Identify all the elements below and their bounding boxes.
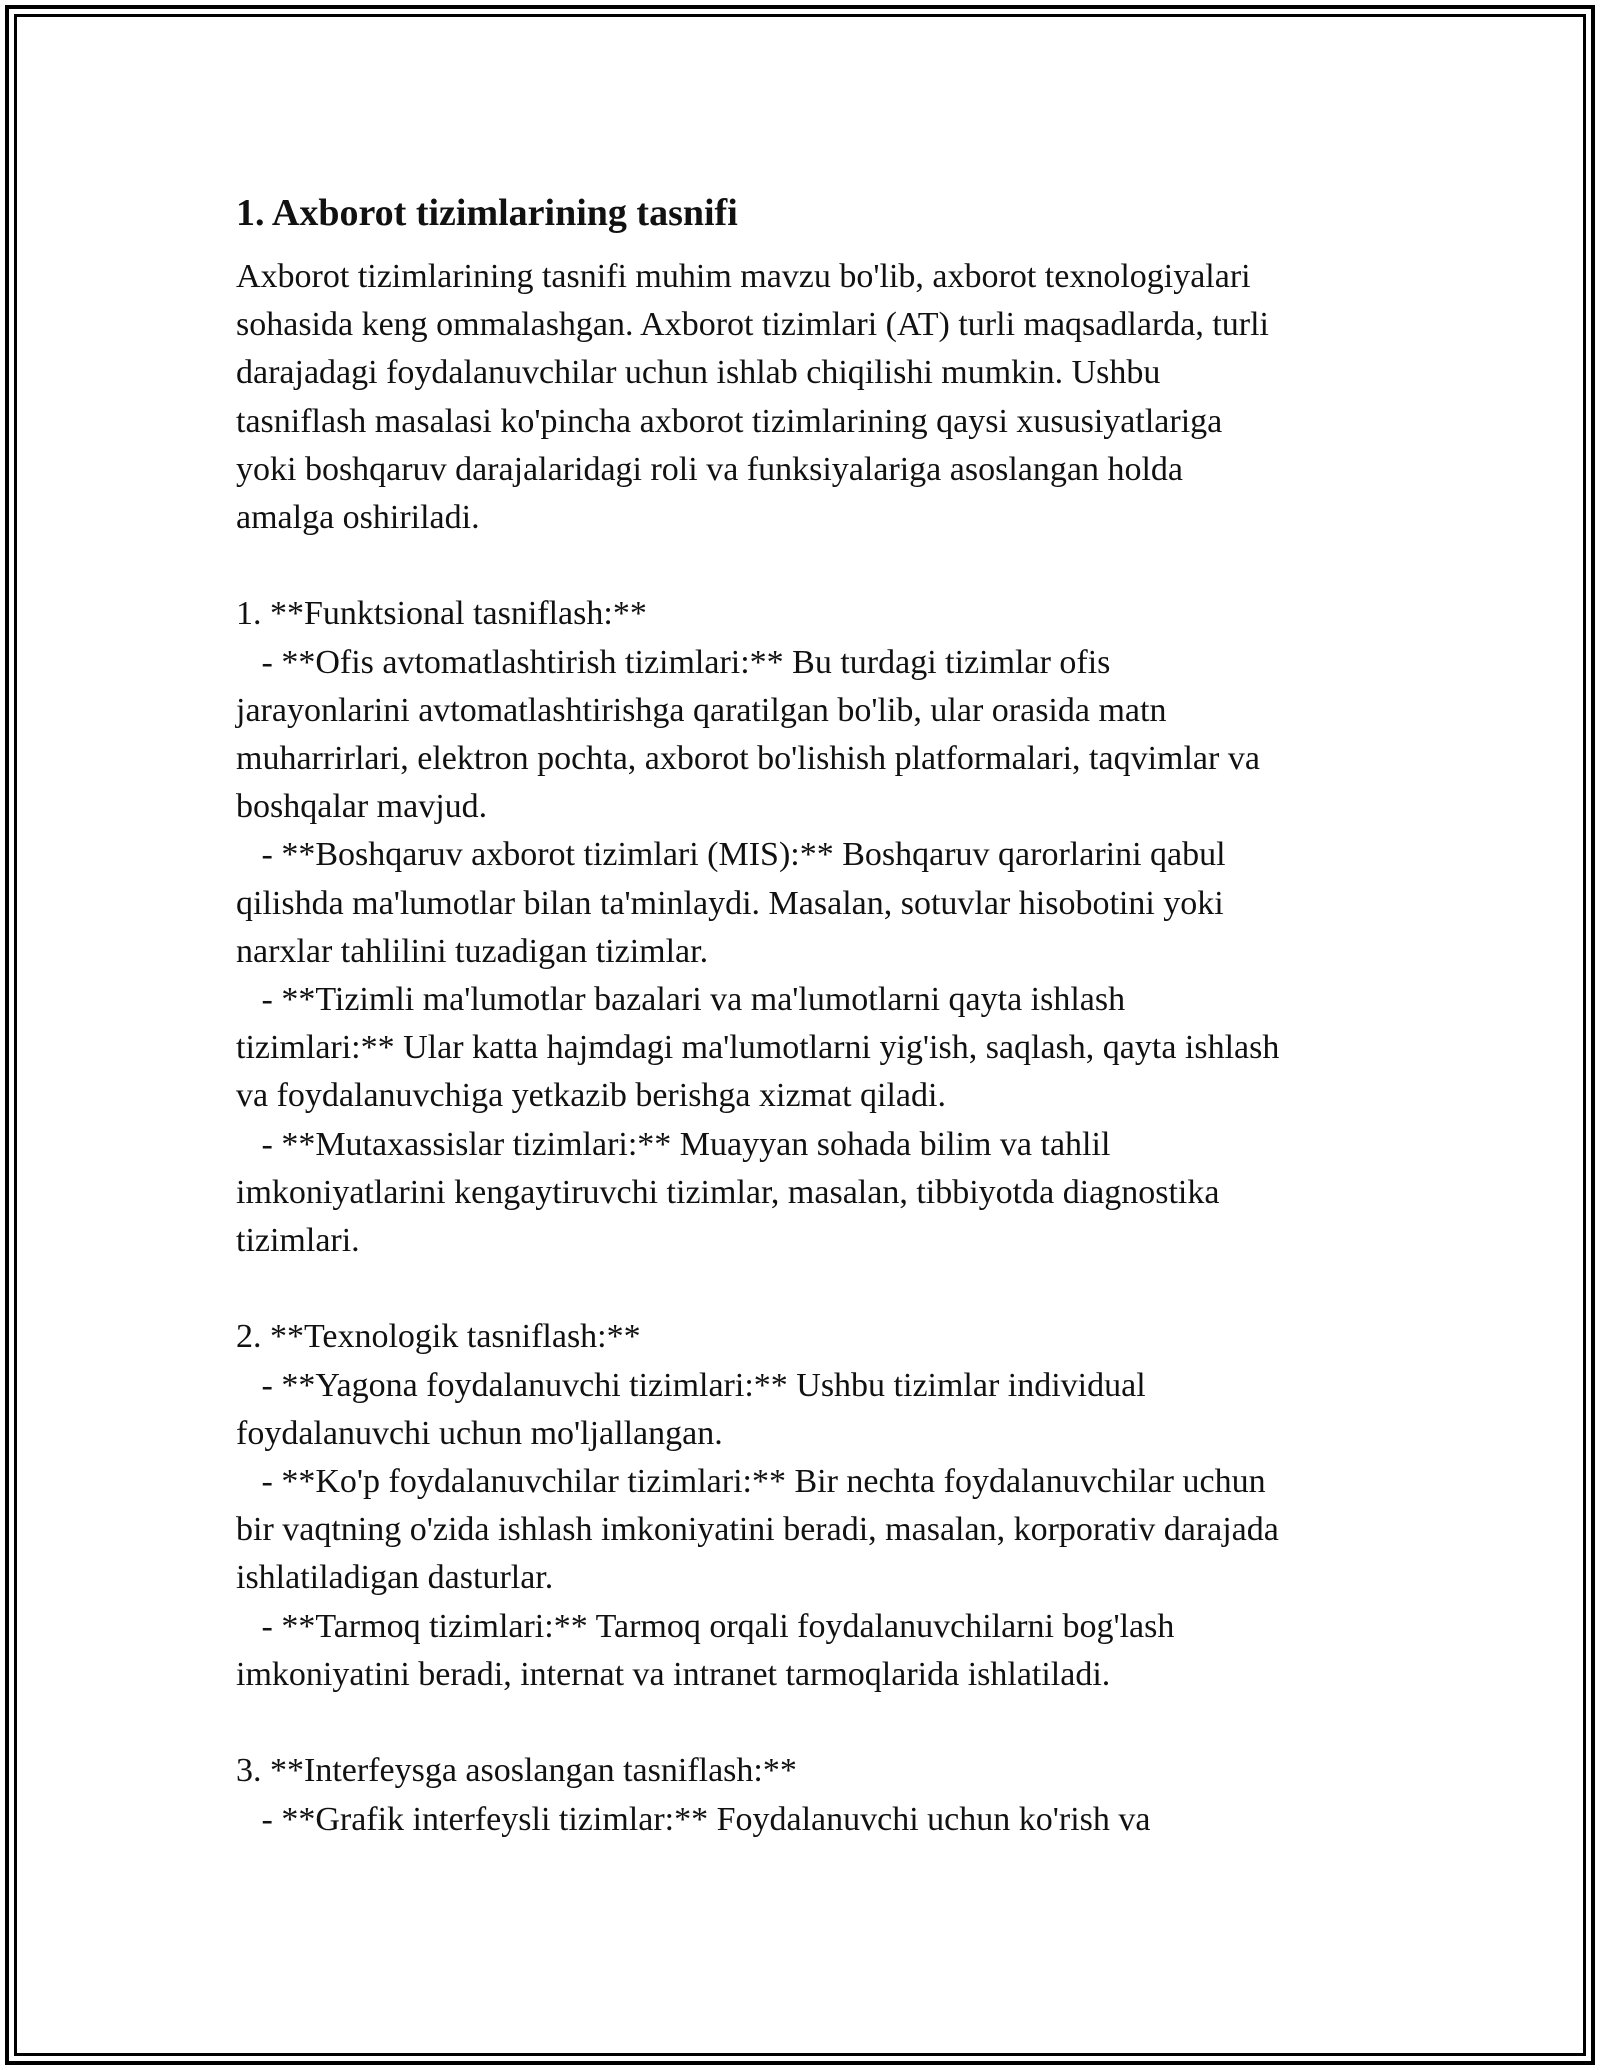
document-body: Axborot tizimlarining tasnifi muhim mavzu bo'lib, axborot texnologiyalari sohasida keng ommalashgan. Axborot tizimlari (AT) turli maqsadlarda, turli darajadagi foydalanuvchilar uchun ishlab chiqilishi mumkin. Ushbu tasniflash masalasi ko'pincha axborot tizimlarining qaysi xususiyatlariga yoki boshqaruv darajalaridagi roli va funksiyalariga asoslangan holda amalga oshiriladi. 1. **Funktsional tasniflash:** - **Ofis avtomatlashtirish tizimlari:** Bu turdagi tizimlar ofis jarayonlarini avtomatlashtirishga qaratilgan bo'lib, ular orasida matn muharrirlari, elektron pochta, axborot bo'lishish platformalari, taqvimlar va boshqalar mavjud. - **Boshqaruv axborot tizimlari (MIS):** Boshqaruv qarorlarini qabul qilishda ma'lumotlar bilan ta'minlaydi. Masalan, sotuvlar hisobotini yoki narxlar tahlilini tuzadigan tizimlar. - **Tizimli ma'lumotlar bazalari va ma'lumotlarni qayta ishlash tizimlari:** Ular katta hajmdagi ma'lumotlarni yig'ish, saqlash, qayta ishlash va foydalanuvchiga yetkazib berishga xizmat qiladi. - **Mutaxassislar tizimlari:** Muayyan sohada bilim va tahlil imkoniyatlarini kengaytiruvchi tizimlar, masalan, tibbiyotda diagnostika tizimlari. 2. **Texnologik tasniflash:** - **Yagona foydalanuvchi tizimlari:** Ushbu tizimlar individual foydalanuvchi uchun mo'ljallangan. - **Ko'p foydalanuvchilar tizimlari:** Bir nechta foydalanuvchilar uchun bir vaqtning o'zida ishlash imkoniyatini beradi, masalan, korporativ darajada ishlatiladigan dasturlar. - **Tarmoq tizimlari:** Tarmoq orqali foydalanuvchilarni bog'lash imkoniyatini beradi, internat va intranet tarmoqlarida ishlatiladi. 3. **Interfeysga asoslangan tasniflash:** - **Grafik interfeysli tizimlar:** Foydalanuvchi uchun ko'rish va [236,258,1280,1838]
document-content [236,183,1386,1844]
document-title: 1. Axborot tizimlarining tasnifi [236,192,738,234]
